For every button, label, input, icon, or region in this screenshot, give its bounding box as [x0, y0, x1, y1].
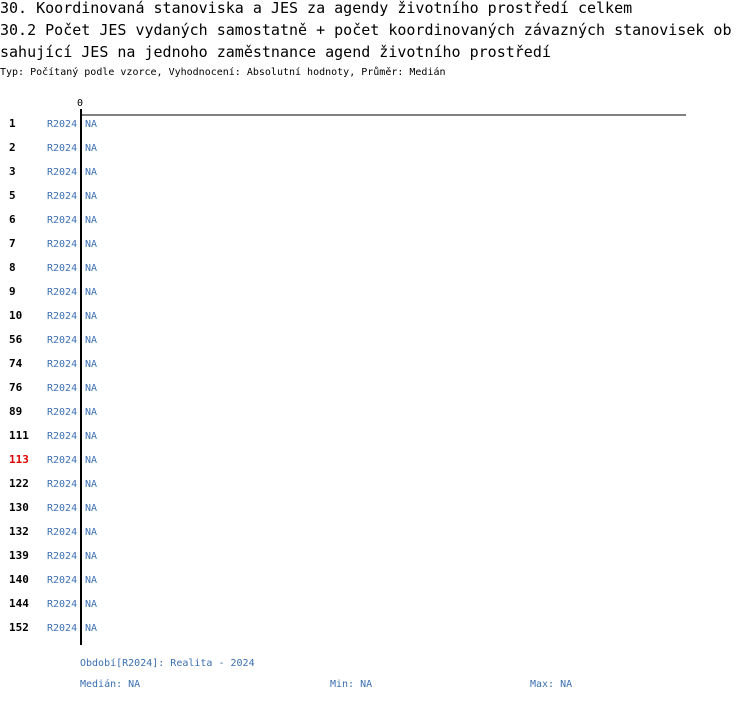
data-value-label: NA — [85, 287, 98, 298]
category-label: 132 — [9, 525, 29, 538]
data-value-label: NA — [85, 311, 98, 322]
period-label: R2024 — [47, 143, 78, 154]
data-value-label: NA — [85, 455, 98, 466]
period-label: R2024 — [47, 431, 78, 442]
category-label: 139 — [9, 549, 29, 562]
period-label: R2024 — [47, 215, 78, 226]
data-value-label: NA — [85, 503, 98, 514]
axis-tick-label: 0 — [76, 98, 84, 109]
data-value-label: NA — [85, 143, 98, 154]
category-label: 122 — [9, 477, 29, 490]
category-label: 9 — [9, 285, 16, 298]
data-value-label: NA — [85, 359, 98, 370]
category-label: 74 — [9, 357, 23, 370]
category-label: 144 — [9, 597, 29, 610]
period-legend: Období[R2024]: Realita - 2024 — [80, 658, 255, 669]
data-value-label: NA — [85, 527, 98, 538]
category-label-highlighted: 113 — [9, 453, 29, 466]
median-summary: Medián: NA — [80, 679, 141, 690]
category-label: 1 — [9, 117, 16, 130]
period-label: R2024 — [47, 503, 78, 514]
category-label: 6 — [9, 213, 16, 226]
period-label: R2024 — [47, 599, 78, 610]
period-label: R2024 — [47, 359, 78, 370]
min-summary: Min: NA — [330, 679, 373, 690]
category-label: 152 — [9, 621, 29, 634]
data-value-label: NA — [85, 191, 98, 202]
category-label: 8 — [9, 261, 16, 274]
category-label: 111 — [9, 429, 29, 442]
period-label: R2024 — [47, 575, 78, 586]
period-label: R2024 — [47, 311, 78, 322]
category-label: 130 — [9, 501, 29, 514]
data-value-label: NA — [85, 431, 98, 442]
category-label: 76 — [9, 381, 23, 394]
data-value-label: NA — [85, 167, 98, 178]
period-label: R2024 — [47, 287, 78, 298]
data-value-label: NA — [85, 263, 98, 274]
data-value-label: NA — [85, 551, 98, 562]
period-label: R2024 — [47, 119, 78, 130]
period-label: R2024 — [47, 335, 78, 346]
data-value-label: NA — [85, 335, 98, 346]
period-label: R2024 — [47, 239, 78, 250]
period-label: R2024 — [47, 455, 78, 466]
chart-title-line-3: sahující JES na jednoho zaměstnance agend životního prostředí — [0, 43, 551, 61]
period-label: R2024 — [47, 551, 78, 562]
category-label: 7 — [9, 237, 16, 250]
data-value-label: NA — [85, 215, 98, 226]
data-value-label: NA — [85, 599, 98, 610]
data-value-label: NA — [85, 239, 98, 250]
chart-subtitle: Typ: Počítaný podle vzorce, Vyhodnocení: Absolutní hodnoty, Průměr: Medián — [0, 67, 446, 78]
period-label: R2024 — [47, 407, 78, 418]
data-value-label: NA — [85, 623, 98, 634]
period-label: R2024 — [47, 167, 78, 178]
period-label: R2024 — [47, 263, 78, 274]
data-value-label: NA — [85, 119, 98, 130]
category-label: 2 — [9, 141, 16, 154]
data-value-label: NA — [85, 479, 98, 490]
period-label: R2024 — [47, 383, 78, 394]
chart-title-line-1: 30. Koordinovaná stanoviska a JES za agendy životního prostředí celkem — [0, 0, 633, 17]
chart-title-line-2: 30.2 Počet JES vydaných samostatně + počet koordinovaných závazných stanovisek ob — [0, 21, 732, 39]
category-label: 5 — [9, 189, 16, 202]
period-label: R2024 — [47, 479, 78, 490]
category-label: 140 — [9, 573, 29, 586]
period-label: R2024 — [47, 527, 78, 538]
period-label: R2024 — [47, 623, 78, 634]
max-summary: Max: NA — [530, 679, 573, 690]
data-value-label: NA — [85, 383, 98, 394]
category-label: 3 — [9, 165, 16, 178]
period-label: R2024 — [47, 191, 78, 202]
data-value-label: NA — [85, 407, 98, 418]
data-value-label: NA — [85, 575, 98, 586]
category-label: 10 — [9, 309, 23, 322]
category-label: 89 — [9, 405, 23, 418]
category-label: 56 — [9, 333, 23, 346]
